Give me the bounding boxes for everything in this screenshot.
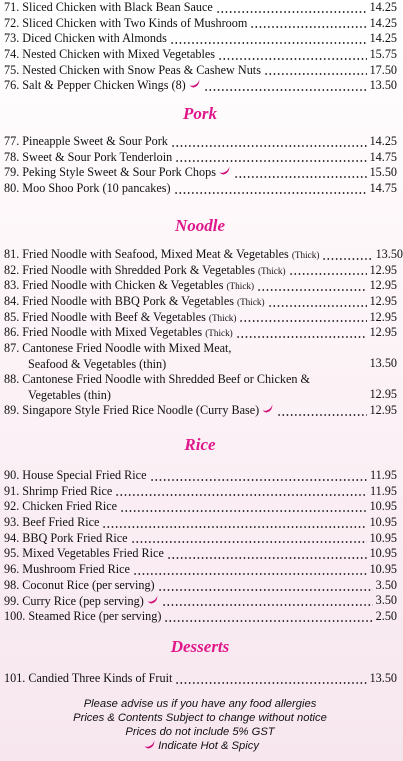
item-price: 10.95 [369,546,397,561]
menu-item: 74. Nested Chicken with Mixed Vegetables 15.75 [4,47,397,62]
menu-item: 87. Cantonese Fried Noodle with Mixed Meat, Seafood & Vegetables (thin) 13.50 [4,341,397,371]
dot-leader [167,557,367,559]
section-rice [0,434,400,625]
item-price: 14.25 [369,31,397,46]
menu-item: 72. Sliced Chicken with Two Kinds of Mushroom 14.25 [4,15,397,30]
price-change-note: Prices & Contents Subject to change without notice [73,711,327,724]
item-price: 12.95 [369,278,397,293]
item-price: 13.50 [375,246,403,261]
item-price: 12.95 [369,387,397,402]
section-pork [0,103,400,197]
dot-leader [102,526,366,528]
dot-leader [170,42,367,44]
chili-pepper-icon [146,592,159,604]
item-price: 15.50 [369,165,397,180]
dot-leader [175,682,366,684]
menu-item: 81. Fried Noodle with Seafood, Mixed Meat & Vegetables (Thick) 13.50 [4,246,403,261]
item-price: 11.95 [370,483,397,498]
menu-item: 91. Shrimp Fried Rice 11.95 [4,483,397,498]
section-title: Rice [184,435,216,454]
dot-leader [250,26,366,28]
section-title: Noodle [174,216,226,235]
dot-leader [234,176,366,178]
item-price: 2.50 [375,609,397,624]
dot-leader [175,160,366,162]
menu-item: 83. Fried Noodle with Chicken & Vegetables (Thick) 12.95 [4,278,397,293]
dot-leader [115,494,367,496]
menu-item: 94. BBQ Pork Fried Rice 10.95 [4,530,397,545]
item-price: 10.95 [369,499,397,514]
menu-item: 80. Moo Shoo Pork (10 pancakes) 14.75 [4,181,397,196]
menu-item: 86. Fried Noodle with Mixed Vegetables (Thick) 12.95 [4,325,397,340]
dot-leader [174,192,367,194]
item-price: 15.75 [369,47,397,62]
menu-item: 100. Steamed Rice (per serving) 2.50 [4,609,397,624]
dot-leader [150,479,368,481]
dot-leader [158,589,373,591]
item-price: 12.95 [369,294,397,309]
allergy-note: Please advise us if you have any food allergies [83,698,317,710]
menu-item: 78. Sweet & Sour Pork Tenderloin 14.75 [4,149,397,164]
dot-leader [133,573,367,575]
spicy-legend: Indicate Hot & Spicy [0,739,400,754]
menu-item: 92. Chicken Fried Rice 10.95 [4,499,397,514]
chili-pepper-icon [218,164,231,176]
menu-item: 96. Mushroom Fried Rice 10.95 [4,562,397,577]
item-price: 12.95 [369,309,397,324]
item-price: 3.50 [375,577,397,592]
section-chicken [0,0,400,94]
gst-note: Prices do not include 5% GST [125,725,275,738]
menu-item: 77. Pineapple Sweet & Sour Pork 14.25 [4,133,397,148]
dot-leader [277,414,366,416]
menu-item: 84. Fried Noodle with BBQ Pork & Vegetables (Thick) 12.95 [4,294,397,309]
menu-item: 85. Fried Noodle with Beef & Vegetables (Thick) 12.95 [4,309,397,324]
dot-leader [268,305,367,307]
item-price: 3.50 [375,593,397,608]
chili-pepper-icon [188,77,201,89]
dot-leader [239,320,366,322]
menu-footer [0,698,400,754]
menu-item: 89. Singapore Style Fried Rice Noodle (Curry Base) 12.95 [4,403,397,418]
item-price: 14.75 [369,181,397,196]
item-price: 13.50 [369,356,397,371]
dot-leader [264,73,367,75]
dot-leader [162,604,373,606]
dot-leader [218,58,367,60]
item-price: 13.50 [369,670,397,685]
menu-item: 93. Beef Fried Rice 10.95 [4,515,397,530]
menu-item: 98. Coconut Rice (per serving) 3.50 [4,577,397,592]
chili-pepper-icon [261,402,274,414]
menu-item: 95. Mixed Vegetables Fried Rice 10.95 [4,546,397,561]
menu-item: 82. Fried Noodle with Shredded Pork & Vegetables (Thick) 12.95 [4,262,397,277]
item-price: 12.95 [369,262,397,277]
item-price: 12.95 [369,403,397,418]
item-price: 10.95 [369,530,397,545]
dot-leader [216,11,367,13]
menu-item: 90. House Special Fried Rice 11.95 [4,467,397,482]
dot-leader [171,145,367,147]
menu-item: 75. Nested Chicken with Snow Peas & Cashew Nuts 17.50 [4,62,397,77]
menu-item: 76. Salt & Pepper Chicken Wings (8) 13.50 [4,78,397,93]
item-price: 14.25 [369,15,397,30]
item-price: 14.25 [369,0,397,14]
dot-leader [322,258,372,260]
menu-item: 101. Candied Three Kinds of Fruit 13.50 [4,670,397,685]
dot-leader [204,89,367,91]
dot-leader [164,620,372,622]
menu-item: 73. Diced Chicken with Almonds 14.25 [4,31,397,46]
item-price: 12.95 [369,325,397,340]
dot-leader [257,289,367,291]
section-noodle [0,215,403,419]
dot-leader [120,510,367,512]
item-price: 11.95 [370,467,397,482]
menu-item: 71. Sliced Chicken with Black Bean Sauce 14.25 [4,0,397,14]
menu-item: 88. Cantonese Fried Noodle with Shredded Beef or Chicken & Vegetables (thin) 12.95 [4,372,397,402]
item-price: 17.50 [369,62,397,77]
item-price: 13.50 [369,78,397,93]
menu-item: 99. Curry Rice (pep serving) 3.50 [4,593,397,608]
item-price: 10.95 [369,562,397,577]
section-title: Desserts [170,637,230,656]
item-price: 10.95 [369,515,397,530]
item-price: 14.75 [369,149,397,164]
item-price: 14.25 [369,133,397,148]
menu-item: 79. Peking Style Sweet & Sour Pork Chops 15.50 [4,165,397,180]
dot-leader [131,541,367,543]
dot-leader [236,336,367,338]
section-title: Pork [183,104,217,123]
chili-pepper-icon [143,738,156,750]
dot-leader [289,273,367,275]
section-desserts [0,636,400,687]
